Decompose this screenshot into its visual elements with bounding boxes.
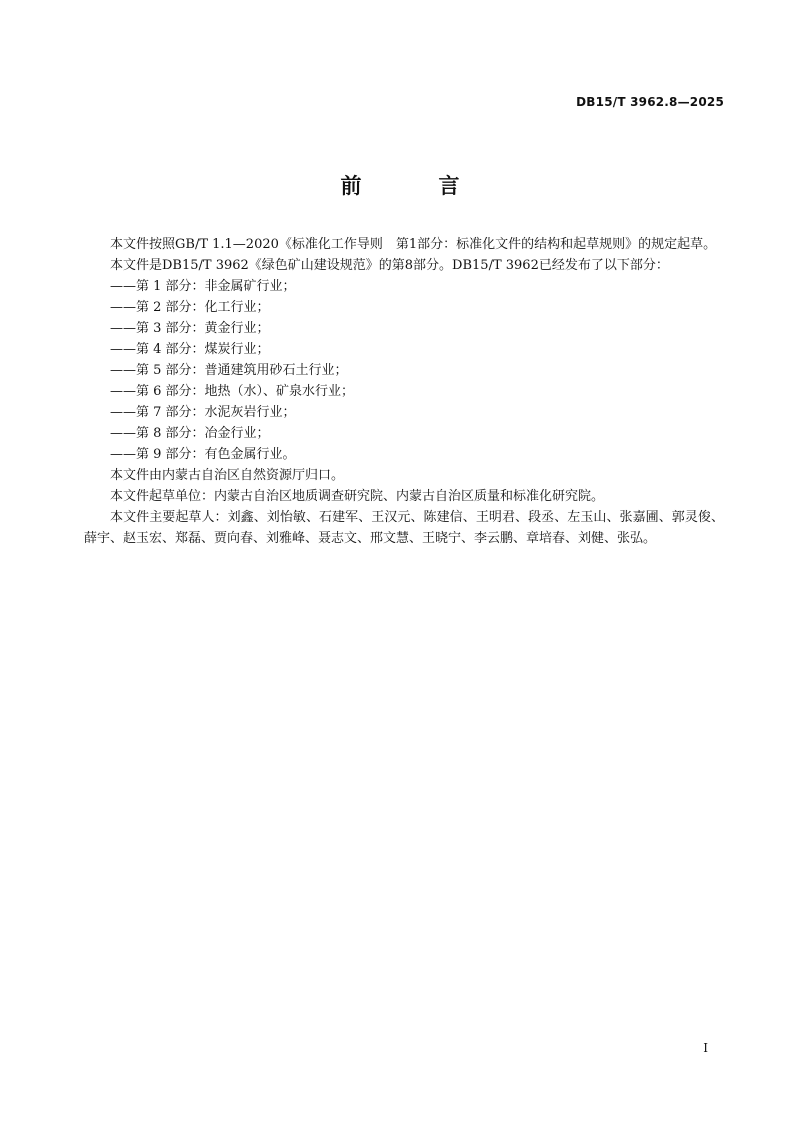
list-item: ——第 8 部分：冶金行业； xyxy=(110,426,270,441)
document-code: DB15/T 3962.8—2025 xyxy=(576,95,724,109)
list-item: ——第 7 部分：水泥灰岩行业； xyxy=(110,405,296,420)
paragraph-responsible-body: 本文件由内蒙古自治区自然资源厅归口。 xyxy=(110,468,345,483)
page-number: I xyxy=(703,1041,708,1055)
foreword-body xyxy=(84,234,724,549)
list-item: ——第 5 部分：普通建筑用砂石土行业； xyxy=(110,363,348,378)
paragraph-series-intro: 本文件是DB15/T 3962《绿色矿山建设规范》的第8部分。DB15/T 3962已经发布了以下部分： xyxy=(110,258,669,273)
list-item: ——第 9 部分：有色金属行业。 xyxy=(110,447,296,462)
list-item: ——第 1 部分：非金属矿行业； xyxy=(110,279,296,294)
paragraph-drafting-units: 本文件起草单位：内蒙古自治区地质调查研究院、内蒙古自治区质量和标准化研究院。 xyxy=(110,489,605,504)
list-item: ——第 3 部分：黄金行业； xyxy=(110,321,270,336)
paragraph-drafting-rules: 本文件按照GB/T 1.1—2020《标准化工作导则 第1部分：标准化文件的结构和起草规则》的规定起草。 xyxy=(110,237,717,252)
list-item: ——第 2 部分：化工行业； xyxy=(110,300,270,315)
parts-list xyxy=(84,276,724,465)
paragraph-drafters: 本文件主要起草人：刘鑫、刘怡敏、石建军、王汉元、陈建信、王明君、段丞、左玉山、张嘉圃、郭灵俊、薛宇、赵玉宏、郑磊、贾向春、刘雅峰、聂志文、邢文慧、王晓宁、李云鹏、章培春、刘健、张弘。 xyxy=(84,510,724,546)
list-item: ——第 4 部分：煤炭行业； xyxy=(110,342,270,357)
list-item: ——第 6 部分：地热（水）、矿泉水行业； xyxy=(110,384,355,399)
page-title: 前 言 xyxy=(340,174,488,198)
